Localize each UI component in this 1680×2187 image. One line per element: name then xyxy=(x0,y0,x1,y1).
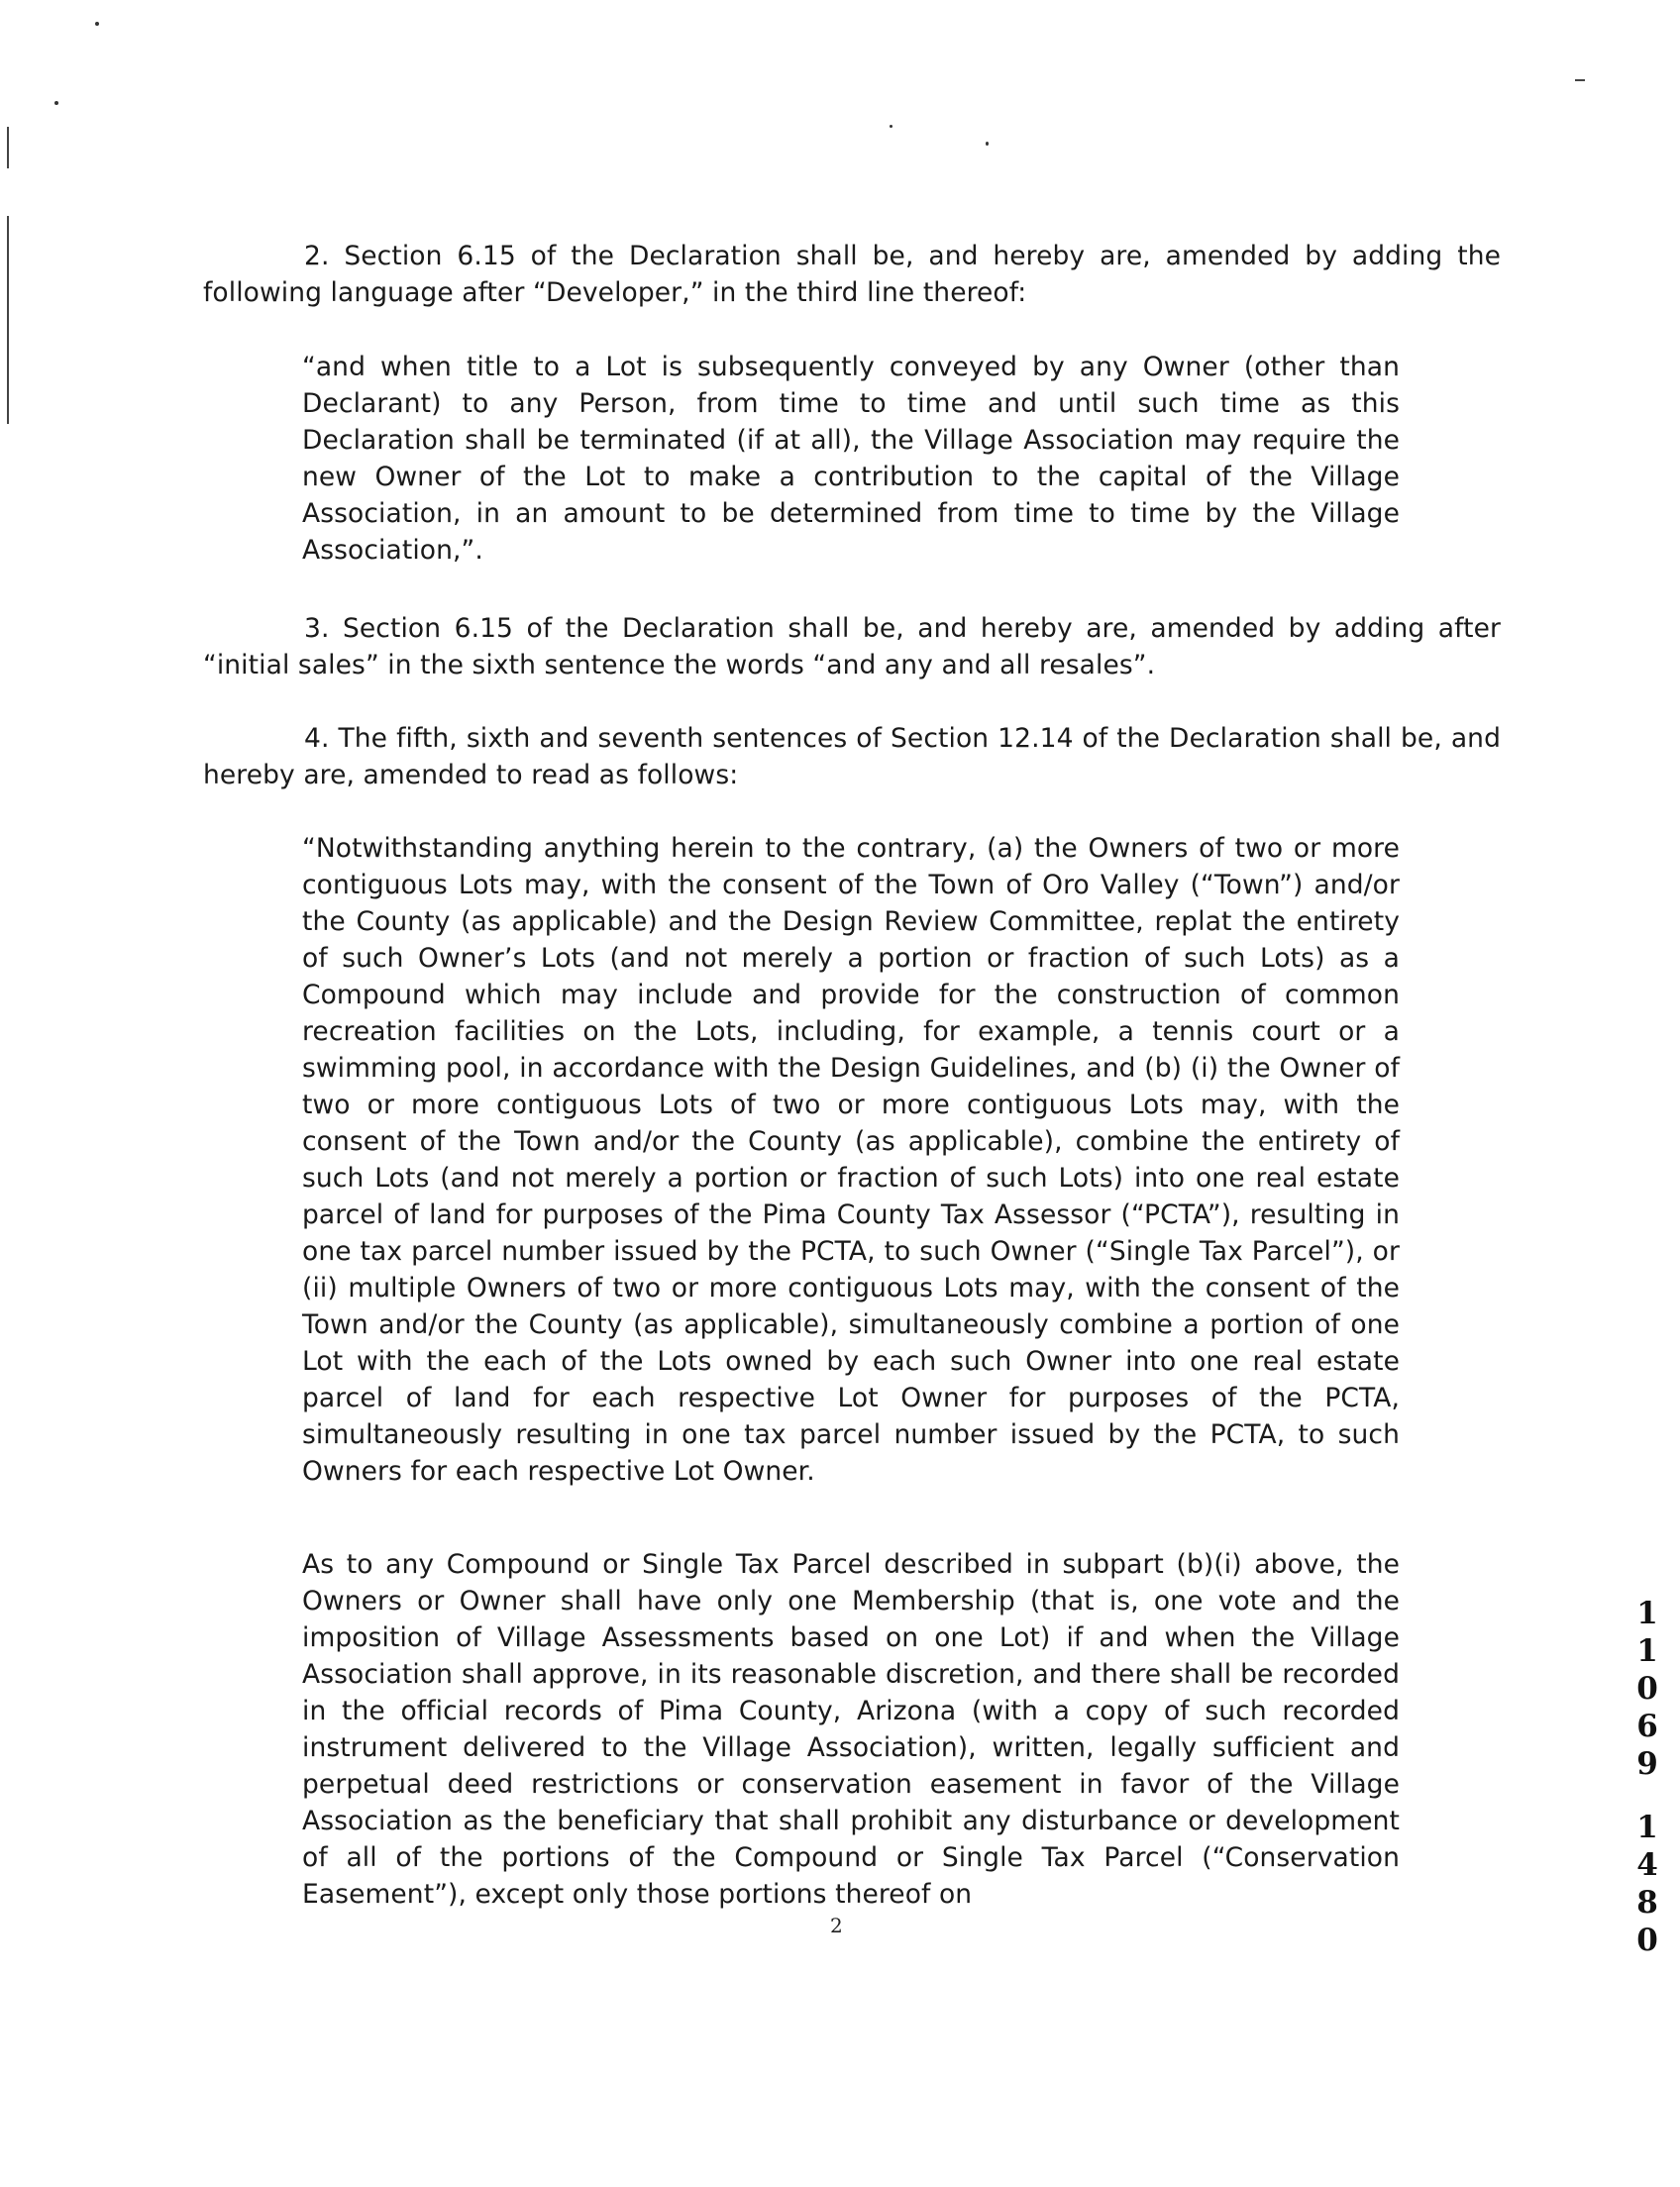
scan-artifact-left-bar-2 xyxy=(7,216,9,424)
stamp-digit: 1 xyxy=(1636,1810,1658,1845)
recording-stamp xyxy=(1630,1595,1664,1959)
quoted-amendment-6-15: “and when title to a Lot is subsequently conveyed by any Owner (other than Declarant) to any Person, from time to time and until such time as this Declaration shall be terminated (if at all), the Village Association may require the new Owner of the Lot to make a contribution to the capital of the Village Association, in an amount to be determined from time to time by the Village Association,”. xyxy=(302,352,1400,566)
paragraph-3: 3. Section 6.15 of the Declaration shall be, and hereby are, amended by adding after “initial sales” in the sixth sentence the words “and any and all resales”. xyxy=(203,613,1501,680)
paragraph-2: 2. Section 6.15 of the Declaration shall be, and hereby are, amended by adding the following language after “Developer,” in the third line thereof: xyxy=(203,241,1501,308)
stamp-gap xyxy=(1630,1783,1664,1809)
quoted-amendment-12-14: “Notwithstanding anything herein to the contrary, (a) the Owners of two or more contiguous Lots may, with the consent of the Town of Oro Valley (“Town”) and/or the County (as applicable) and the Design Review Committee, replat the entirety of such Owner’s Lots (and not merely a portion or fraction of such Lots) as a Compound which may include and provide for the construction of common recreation facilities on the Lots, including, for example, a tennis court or a swimming pool, in accordance with the Design Guidelines, and (b) (i) the Owner of two or more contiguous Lots of two or more contiguous Lots may, with the consent of the Town and/or the County (as applicable), combine the entirety of such Lots (and not merely a portion or fraction of such Lots) into one real estate parcel of land for purposes of the Pima County Tax Assessor (“PCTA”), resulting in one tax parcel number issued by the PCTA, to such Owner (“Single Tax Parcel”), or (ii) multiple Owners of two or more contiguous Lots may, with the consent of the Town and/or the County (as applicable), simultaneously combine a portion of one Lot with the each of the Lots owned by each such Owner into one real estate parcel of land for each respective Lot Owner for purposes of the PCTA, simultaneously resulting in one tax parcel number issued by the PCTA, to such Owners for each respective Lot Owner. xyxy=(302,833,1400,1487)
stamp-digit: 1 xyxy=(1636,1633,1658,1669)
paragraph-4: 4. The fifth, sixth and seventh sentences of Section 12.14 of the Declaration shall be, and hereby are, amended to read as follows: xyxy=(203,723,1501,790)
stamp-digit: 6 xyxy=(1636,1709,1658,1744)
compound-membership-paragraph: As to any Compound or Single Tax Parcel described in subpart (b)(i) above, the Owners or Owner shall have only one Membership (that is, one vote and the imposition of Village Assessments based on one Lot) if and when the Village Association shall approve, in its reasonable discretion, and there shall be recorded in the official records of Pima County, Arizona (with a copy of such recorded instrument delivered to the Village Association), written, legally sufficient and perpetual deed restrictions or conservation easement in favor of the Village Association as the beneficiary that shall prohibit any disturbance or development of all of the portions of the Compound or Single Tax Parcel (“Conservation Easement”), except only those portions thereof on xyxy=(302,1549,1400,1910)
stamp-digit: 8 xyxy=(1636,1885,1658,1921)
scan-artifact-dot xyxy=(986,142,989,146)
stamp-digit: 1 xyxy=(1636,1596,1658,1631)
stamp-digit: 4 xyxy=(1636,1847,1658,1883)
stamp-digit: 9 xyxy=(1636,1746,1658,1782)
page-number: 2 xyxy=(830,1914,843,1937)
scan-artifact-dot xyxy=(54,101,58,105)
scan-artifact-dash xyxy=(1575,79,1585,81)
scan-artifact-left-bar-1 xyxy=(7,127,9,168)
scan-artifact-dot xyxy=(890,125,892,128)
scan-artifact-dot xyxy=(95,22,99,26)
stamp-digit: 0 xyxy=(1636,1671,1658,1707)
stamp-digit: 0 xyxy=(1636,1923,1658,1958)
